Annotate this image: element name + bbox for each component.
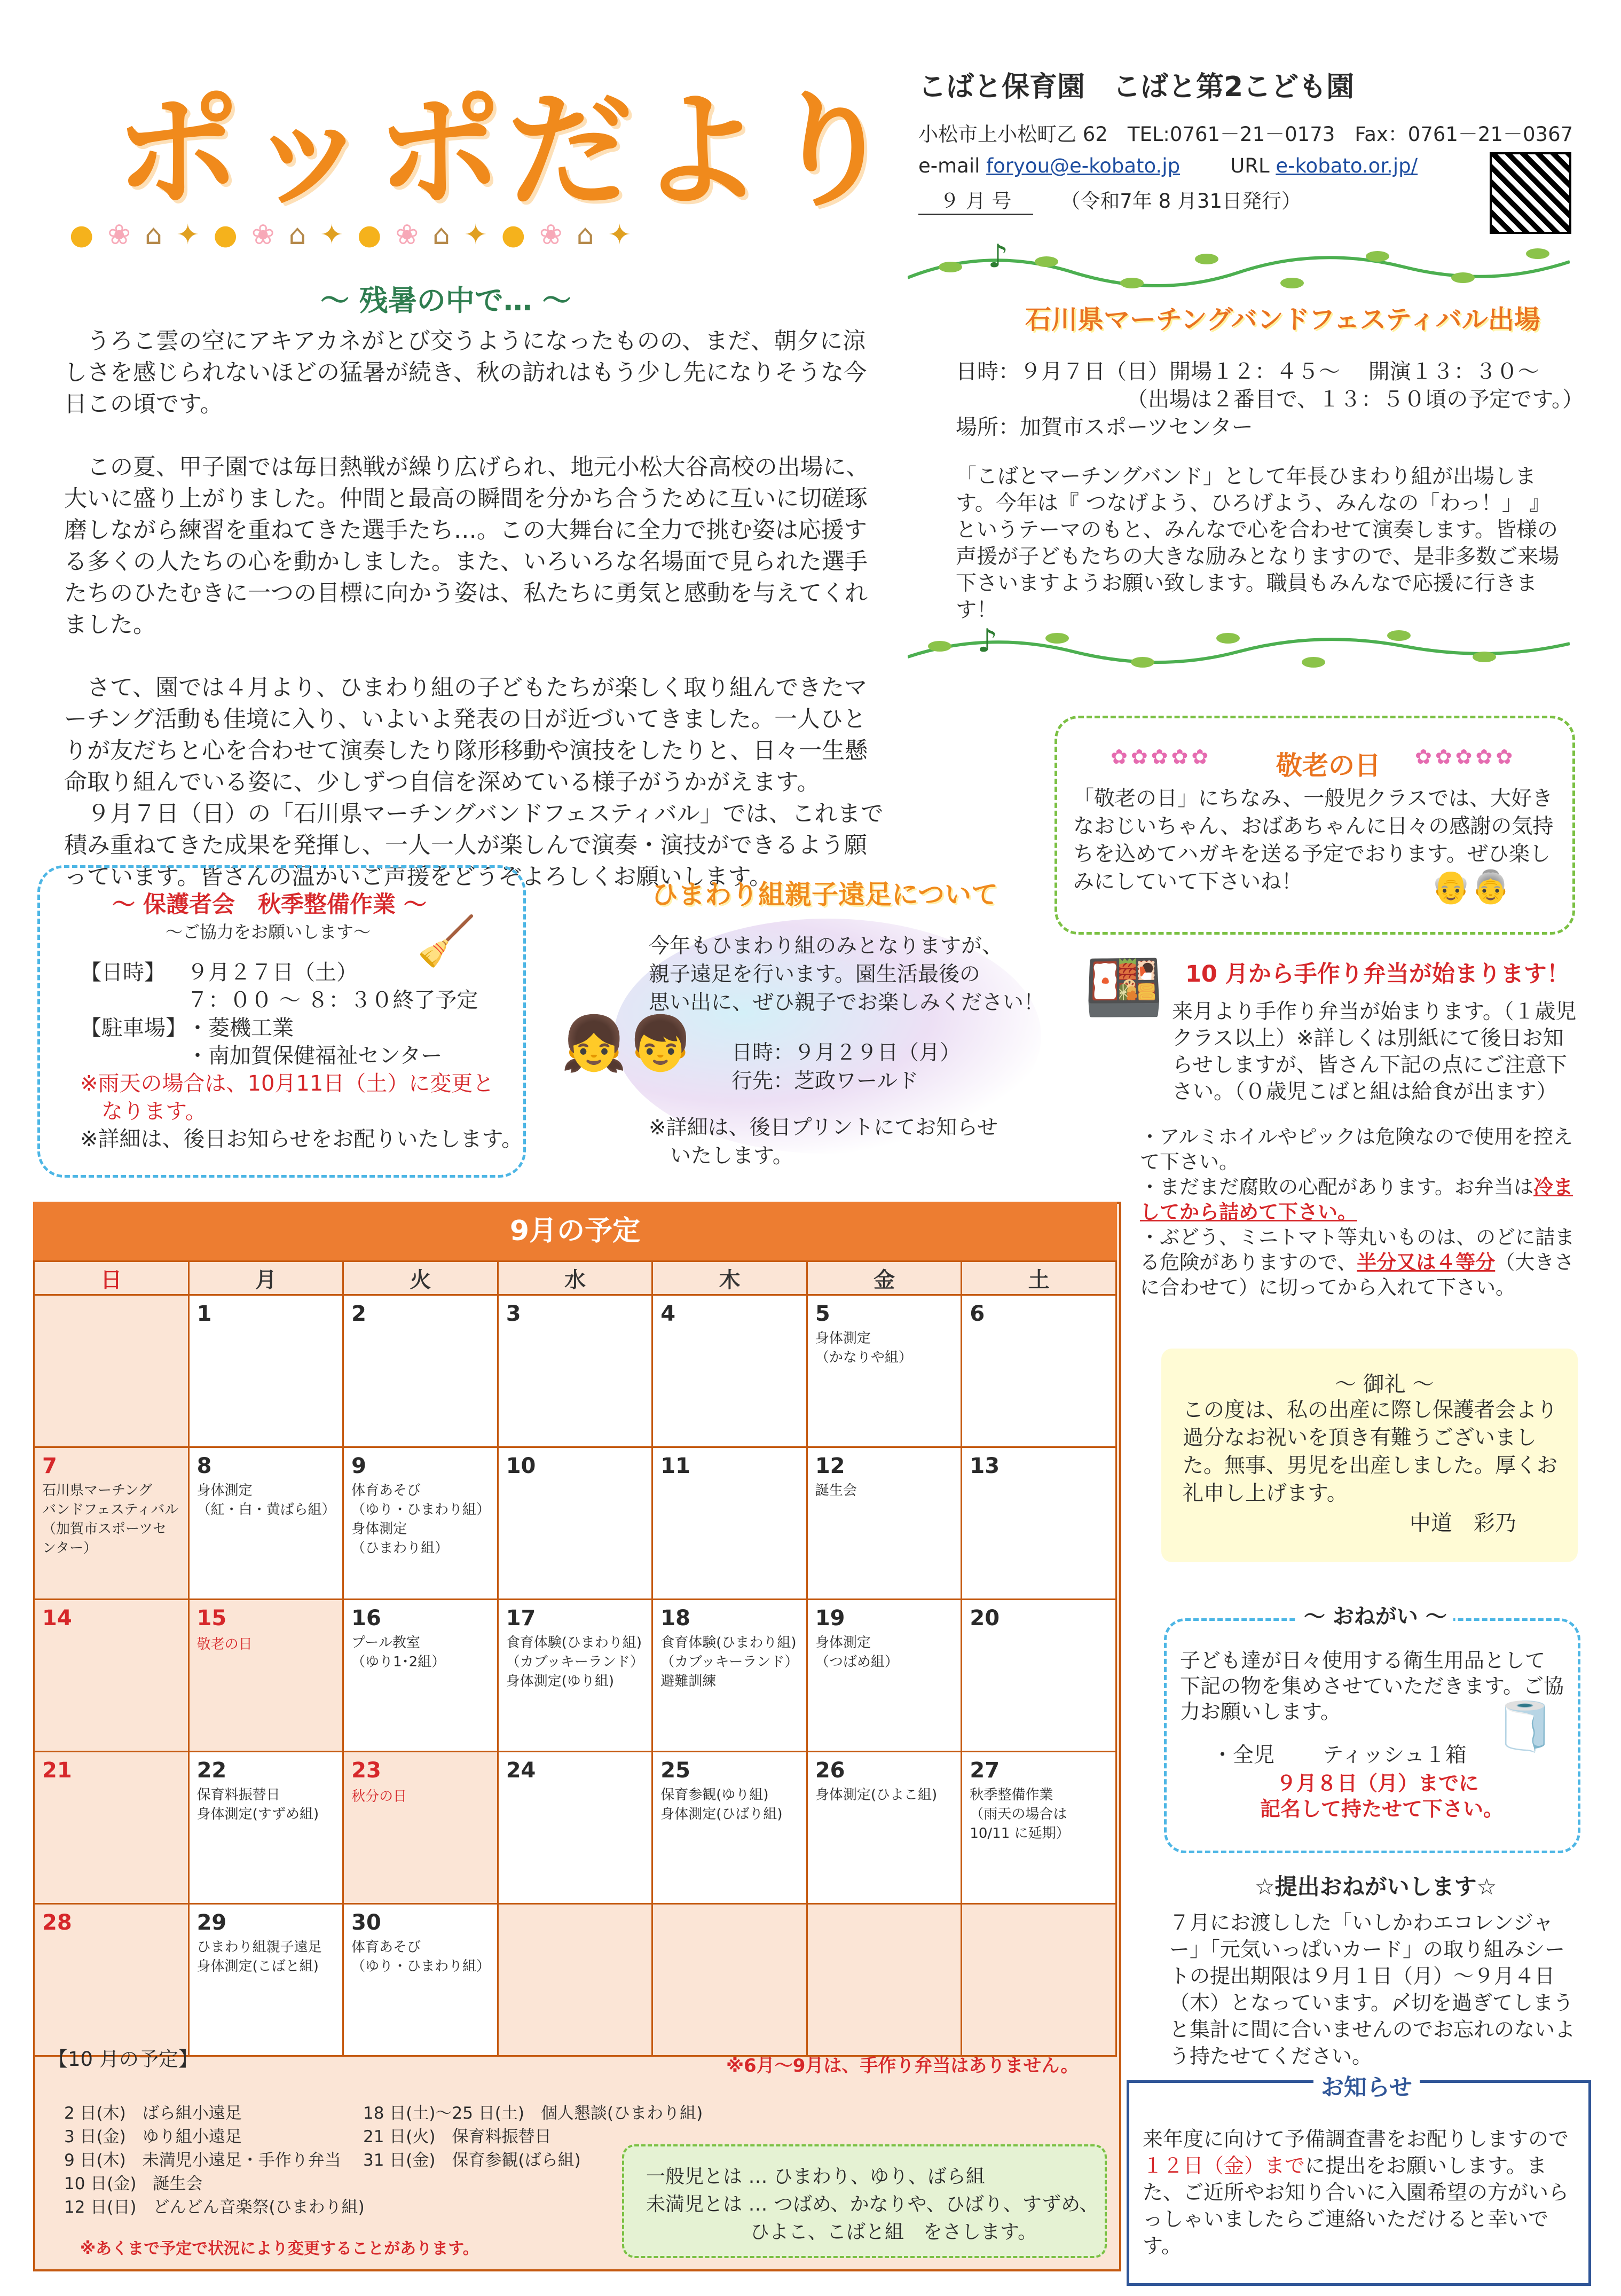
day-number: 13 (970, 1454, 1000, 1478)
day-event: 誕生会 (815, 1483, 857, 1499)
tissue-box-icon: 🧻 (1495, 1698, 1555, 1754)
request-title: ～ おねがい ～ (1297, 1600, 1453, 1630)
day-number: 19 (815, 1606, 845, 1631)
day-event: 食育体験(ひまわり組) (660, 1635, 797, 1651)
calendar-day-cell (343, 1295, 498, 1447)
calendar-day-cell (962, 1752, 1116, 1904)
calendar-day-cell (498, 1752, 652, 1904)
day-event: （紅・白・黄ばら組） (196, 1502, 336, 1518)
calendar-day-cell (34, 1447, 189, 1600)
october-event: 21 日(火) 保育料振替日 (363, 2127, 552, 2146)
day-event: 体育あそび (351, 1483, 421, 1499)
vine-decoration-bottom (908, 614, 1570, 678)
day-number: 4 (660, 1302, 676, 1326)
calendar-day-cell (188, 1295, 343, 1447)
october-heading: 【10 月の予定】 (48, 2048, 198, 2071)
day-event: 身体測定(すずめ組) (196, 1806, 319, 1822)
day-event: 身体測定 (815, 1635, 871, 1651)
day-event: 身体測定(こばと組) (196, 1958, 319, 1974)
october-event: 18 日(土)～25 日(土) 個人懇談(ひまわり組) (363, 2104, 703, 2123)
october-event: 10 日(金) 誕生会 (64, 2174, 203, 2193)
issue-month: ９ 月 号 (918, 185, 1033, 215)
october-list (64, 2102, 365, 2219)
bento-note: ・ぶどう、ミニトマト等丸いものは、のどに詰まる危険がありますので、半分又は４等分（大きさに合わせて）に切ってから入れて下さい。 (1140, 1226, 1575, 1299)
weekday-header: 日 (34, 1261, 189, 1295)
calendar-day-cell (498, 1447, 652, 1600)
decorative-border: ● ❀ ⌂ ✦ ● ❀ ⌂ ✦ ● ❀ ⌂ ✦ ● ❀ ⌂ ✦ (69, 219, 632, 251)
notice-body: 来年度に向けて予備調査書をお配りしますので１２日（金）までに提出をお願いします。また、ご近所やお知り合いに入園希望の方がいらっしゃいましたらご連絡いただけると幸いです。 (1143, 2127, 1569, 2258)
calendar-day-cell (34, 1904, 189, 2056)
day-event: 身体測定(ゆり組) (506, 1673, 614, 1689)
weekday-header: 木 (652, 1261, 807, 1295)
october-event: 9 日(木) 未満児小遠足・手作り弁当 (64, 2151, 341, 2170)
day-event: 秋季整備作業 (970, 1787, 1053, 1803)
weekday-header: 火 (343, 1261, 498, 1295)
day-event: 保育料振替日 (196, 1787, 280, 1803)
weekday-header: 水 (498, 1261, 652, 1295)
weekday-header: 土 (962, 1261, 1116, 1295)
parents-work-details: 【日時】 ９月２７日（土） ７：００ ～ ８：３０終了予定 【駐車場】・菱機工業 ・南加賀保健福祉センター ※雨天の場合は、10月11日（土）に変更と なります。 ※詳細は、後日お知らせをお配りいたします。 (80, 960, 523, 1151)
day-event: バンドフェスティバル (42, 1502, 179, 1518)
october-footnote: ※あくまで予定で状況により変更することがあります。 (80, 2239, 479, 2258)
vine-decoration-top (908, 235, 1570, 299)
thanks-signature: 中道 彩乃 (1410, 1511, 1516, 1535)
day-event: 食育体験(ひまわり組) (506, 1635, 642, 1651)
calendar-day-cell (807, 1752, 962, 1904)
calendar-day-cell (34, 1295, 189, 1447)
thanks-title: ～ 御礼 ～ (1335, 1372, 1434, 1397)
day-event: 身体測定 (196, 1483, 253, 1499)
intro-paragraph: うろこ雲の空にアキアカネがとび交うようになったものの、まだ、朝夕に涼しさを感じられないほどの猛暑が続き、秋の訪れはもう少し先になりそうな今日この頃です。 (64, 328, 867, 418)
calendar-week (34, 1295, 1116, 1447)
request-body: 子ども達が日々使用する衛生用品として下記の物を集めさせていただきます。ご協力お願いします。 (1180, 1649, 1564, 1723)
day-number: 29 (196, 1910, 227, 1935)
festival-order: （出場は２番目で、１３：５０頃の予定です。） (1127, 387, 1584, 412)
flower-icon: ✿✿✿✿✿ (1415, 745, 1516, 769)
calendar-day-cell (652, 1752, 807, 1904)
day-number: 14 (42, 1606, 72, 1631)
svg-text:♪: ♪ (988, 238, 1009, 275)
calendar-day-cell (343, 1752, 498, 1904)
bento-title: 10 月から手作り弁当が始まります！ (1185, 961, 1570, 988)
day-number: 21 (42, 1758, 72, 1783)
school-header (918, 64, 1573, 215)
day-number: 10 (506, 1454, 536, 1478)
day-number: 15 (196, 1606, 227, 1631)
school-address: 小松市上小松町乙 62 TEL:0761－21－0173 Fax：0761－21－0367 (918, 123, 1573, 146)
day-event: プール教室 (351, 1635, 420, 1651)
bento-body: 来月より手作り弁当が始まります。（１歳児クラス以上）※詳しくは別紙にて後日お知らせしますが、皆さん下記の点にご注意下さい。（０歳児こばと組は給食が出ます） (1172, 1000, 1577, 1104)
day-number: 20 (970, 1606, 1000, 1631)
day-number: 25 (660, 1758, 690, 1783)
day-event: 身体測定 (815, 1330, 871, 1346)
day-event: 石川県マーチング (42, 1483, 153, 1499)
calendar-day-cell (807, 1447, 962, 1600)
day-event: （かなりや組） (815, 1350, 912, 1366)
day-event: （ひまわり組） (351, 1540, 449, 1556)
day-number: 11 (660, 1454, 690, 1478)
day-event: 10/11 に延期） (970, 1825, 1070, 1841)
festival-info (956, 358, 1584, 441)
festival-body: 「こばとマーチングバンド」として年長ひまわり組が出場します。今年は『 つなげよう、ひろげよう、みんなの「わっ！」 』というテーマのもと、みんなで心を合わせて演奏します。皆様の声援が子どもたちの大きな励みとなりますので、是非多数ご来場下さいますようお願い致します。職員もみんなで応援に行きます！ (956, 465, 1560, 622)
calendar-week (34, 1600, 1116, 1752)
submission-title: ☆提出おねがいします☆ (1255, 1874, 1497, 1900)
day-number: 6 (970, 1302, 985, 1326)
bento-icon: 🍱 (1084, 951, 1164, 1025)
calendar-week (34, 1447, 1116, 1600)
day-event: 身体測定(ひばり組) (660, 1806, 783, 1822)
day-number: 2 (351, 1302, 366, 1326)
day-number: 26 (815, 1758, 845, 1783)
day-number: 8 (196, 1454, 212, 1478)
calendar-day-cell (188, 1904, 343, 2056)
day-number: 17 (506, 1606, 536, 1631)
october-event: 3 日(金) ゆり組小遠足 (64, 2127, 242, 2146)
calendar-day-cell (343, 1447, 498, 1600)
day-event: 保育参観(ゆり組) (660, 1787, 769, 1803)
festival-place: 場所：加賀市スポーツセンター (956, 415, 1253, 440)
calendar-day-cell (962, 1295, 1116, 1447)
festival-datetime: 日時：９月７日（日）開場１２：４５～ 開演１３：３０～ (956, 359, 1539, 384)
holiday-label: 秋分の日 (351, 1789, 407, 1805)
day-number: 9 (351, 1454, 366, 1478)
request-deadline: ９月８日（月）までに 記名して持たせて下さい。 (1260, 1772, 1504, 1821)
october-event: 2 日(木) ばら組小遠足 (64, 2104, 242, 2123)
cleaning-icon: 🧹 (416, 913, 477, 969)
intro-paragraph: さて、園では４月より、ひまわり組の子どもたちが楽しく取り組んできたマーチング活動も佳境に入り、いよいよ発表の日が近づいてきました。一人ひとりが友だちと心を合わせて演奏したり隊形移動や演技をしたりと、日々一生懸命取り組んでいる姿に、少しずつ自信を深めている様子がうかがえます。 (64, 675, 868, 796)
url-label: URL (1230, 154, 1270, 177)
day-number: 1 (196, 1302, 212, 1326)
keiro-title: 敬老の日 (1276, 750, 1381, 781)
parents-work-title: ～ 保護者会 秋季整備作業 ～ (112, 891, 427, 918)
himawari-info: 日時：９月２９日（月） 行先：芝政ワールド (731, 1041, 961, 1093)
qr-code-icon[interactable] (1490, 152, 1571, 234)
day-event: 身体測定 (351, 1521, 407, 1537)
october-event: 31 日(金) 保育参観(ばら組) (363, 2151, 581, 2170)
day-event: 体育あそび (351, 1939, 421, 1955)
calendar-day-cell (962, 1904, 1116, 2056)
day-event: （ゆり・ひまわり組） (351, 1502, 491, 1518)
bento-note: ・アルミホイルやピックは危険なので使用を控えて下さい。 (1140, 1125, 1573, 1173)
calendar-title: 9月の予定 (33, 1202, 1117, 1260)
day-event: （カブッキーランド） (506, 1654, 644, 1670)
notice-title: お知らせ (1313, 2070, 1420, 2102)
october-event: 12 日(日) どんどん音楽祭(ひまわり組) (64, 2198, 365, 2217)
email-label: e-mail (918, 154, 980, 177)
day-event: （ゆり・ひまわり組） (351, 1958, 491, 1974)
calendar-day-cell (34, 1600, 189, 1752)
calendar-week (34, 1752, 1116, 1904)
day-event: （雨天の場合は (970, 1806, 1067, 1822)
calendar-day-cell (498, 1904, 652, 2056)
day-number: 22 (196, 1758, 227, 1783)
keiro-body: 「敬老の日」にちなみ、一般児クラスでは、大好きなおじいちゃん、おばあちゃんに日々の感謝の気持ちを込めてハガキを送る予定でおります。ぜひ楽しみにしていて下さいね！ (1073, 787, 1554, 894)
calendar-day-cell (498, 1295, 652, 1447)
day-number: 23 (351, 1758, 381, 1783)
calendar-grid (33, 1260, 1117, 2057)
issue-line (918, 185, 1573, 215)
contact-line (918, 154, 1573, 177)
day-number: 30 (351, 1910, 381, 1935)
issue-date: （令和7年 8 月31日発行） (1060, 190, 1301, 213)
day-number: 7 (42, 1454, 57, 1478)
intro-paragraph: この夏、甲子園では毎日熱戦が繰り広げられ、地元小松大谷高校の出場に、大いに盛り上がりました。仲間と最高の瞬間を分かち合うために互いに切磋琢磨しながら練習を重ねてきた選手たち…。この大舞台に全力で挑む姿は応援する多くの人たちの心を動かしました。また、いろいろな名場面で見られた選手たちのひたむきに一つの目標に向かう姿は、私たちに勇気と感動を与えてくれました。 (64, 454, 869, 638)
himawari-body: 今年もひまわり組のみとなりますが、 親子遠足を行います。園生活最後の 思い出に、ぜひ親子でお楽しみください！ (649, 934, 1045, 1015)
himawari-title: ひまわり組親子遠足について (651, 879, 998, 910)
day-number: 28 (42, 1910, 72, 1935)
october-note: ※6月～9月は、手作り弁当はありません。 (726, 2055, 1079, 2076)
school-name: こばと保育園 こばと第2こども園 (918, 71, 1355, 103)
calendar-day-cell (343, 1904, 498, 2056)
day-number: 18 (660, 1606, 690, 1631)
calendar-day-cell (962, 1600, 1116, 1752)
day-event: 避難訓練 (660, 1673, 717, 1689)
calendar-day-cell (807, 1600, 962, 1752)
day-number: 27 (970, 1758, 1000, 1783)
calendar-day-cell (498, 1600, 652, 1752)
day-event: ひまわり組親子遠足 (196, 1939, 322, 1955)
newsletter-title: ポッポだより (115, 79, 900, 224)
svg-text:♪: ♪ (977, 622, 998, 660)
day-number: 5 (815, 1302, 830, 1326)
calendar-day-cell (652, 1447, 807, 1600)
calendar-day-cell (343, 1600, 498, 1752)
day-event: （カブッキーランド） (660, 1654, 799, 1670)
calendar-day-cell (652, 1600, 807, 1752)
intro-text (64, 326, 886, 924)
picnic-kids-icon: 👧👦 (561, 1012, 694, 1075)
calendar-day-cell (188, 1600, 343, 1752)
day-number: 16 (351, 1606, 381, 1631)
day-number: 12 (815, 1454, 845, 1478)
calendar-day-cell (807, 1295, 962, 1447)
class-definition: 一般児とは … ひまわり、ゆり、ばら組 未満児とは … つばめ、かなりや、ひばり、すずめ、 ひよこ、こばと組 をさします。 (646, 2166, 1099, 2243)
flower-icon: ✿✿✿✿✿ (1111, 745, 1212, 769)
bento-notes (1140, 1124, 1586, 1300)
calendar-day-cell (188, 1447, 343, 1600)
day-event: （つばめ組） (815, 1654, 899, 1670)
calendar-day-cell (807, 1904, 962, 2056)
calendar-day-cell (962, 1447, 1116, 1600)
day-number: 3 (506, 1302, 521, 1326)
holiday-label: 敬老の日 (196, 1636, 253, 1652)
weekday-header: 月 (188, 1261, 343, 1295)
request-item: ・全児 ティッシュ１箱 (1212, 1743, 1467, 1767)
day-number: 24 (506, 1758, 536, 1783)
weekday-header: 金 (807, 1261, 962, 1295)
calendar-day-cell (188, 1752, 343, 1904)
thanks-body: この度は、私の出産に際し保護者会より過分なお祝いを頂き有難うございました。無事、男児を出産しました。厚くお礼申し上げます。 (1183, 1398, 1558, 1506)
calendar-week (34, 1904, 1116, 2056)
calendar-day-cell (652, 1904, 807, 2056)
day-event: 身体測定(ひよこ組) (815, 1787, 938, 1803)
intro-heading: ～ 残暑の中で… ～ (320, 284, 571, 317)
day-event: （加賀市スポーツセンター） (42, 1521, 167, 1556)
bento-note: ・まだまだ腐敗の心配があります。お弁当は冷ましてから詰めて下さい。 (1140, 1176, 1573, 1224)
day-event: （ゆり1･2組） (351, 1654, 446, 1670)
intro-paragraph: ９月７日（日）の「石川県マーチングバンドフェスティバル」では、これまで積み重ねてきた成果を発揮し、一人一人が楽しんで演奏・演技ができるよう願っています。皆さんの温かいご声援をどうぞよろしくお願いします。 (64, 801, 884, 890)
parents-work-subtitle: ～ご協力をお願いします～ (166, 922, 371, 942)
festival-title: 石川県マーチングバンドフェスティバル出場 (1025, 304, 1540, 335)
calendar-day-cell (652, 1295, 807, 1447)
calendar-day-cell (34, 1752, 189, 1904)
submission-body: ７月にお渡しした「いしかわエコレンジャー」「元気いっぱいカード」の取り組みシートの提出期限は９月１日（月）～９月４日（木）となっています。〆切を過ぎてしまうと集計に間に合いませんのでお忘れのないよう持たせてください。 (1169, 1911, 1576, 2068)
himawari-note: ※詳細は、後日プリントにてお知らせ いたします。 (649, 1116, 998, 1168)
website-link[interactable]: e-kobato.or.jp/ (1276, 154, 1418, 177)
email-link[interactable]: foryou@e-kobato.jp (986, 154, 1181, 177)
grandparents-icon: 👴👵 (1431, 868, 1511, 906)
